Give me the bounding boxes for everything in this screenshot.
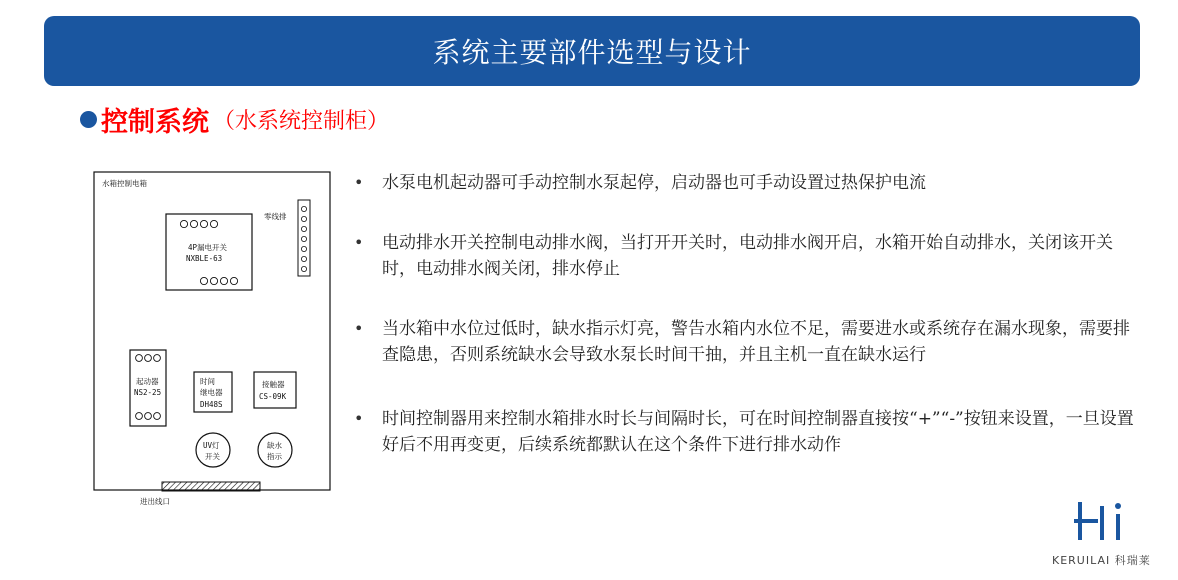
starter-label-2: NS2-25	[134, 388, 162, 397]
contactor-label-2: CS-09K	[259, 392, 287, 401]
logo-caption: KERUILAI 科瑞莱	[1052, 554, 1151, 567]
ki-logo-icon	[1052, 496, 1172, 552]
timer-label-2: 继电器	[200, 388, 223, 397]
cabinet-diagram	[86, 164, 346, 514]
breaker-label-2: NXBLE-63	[186, 254, 223, 263]
breaker-box	[166, 214, 252, 290]
inlet-label: 进出线口	[140, 497, 170, 506]
contactor-box	[254, 372, 296, 408]
section-subtitle: （水系统控制柜）	[213, 109, 390, 134]
breaker-label-1: 4P漏电开关	[188, 243, 228, 252]
company-logo	[1052, 496, 1172, 576]
timer-label-3: DH48S	[200, 400, 223, 409]
uv-label-2: 开关	[205, 452, 220, 461]
list-item: • 水泵电机起动器可手动控制水泵起停，启动器也可手动设置过热保护电流	[354, 170, 1144, 196]
terminal-label: 零线排	[264, 212, 287, 221]
lack-label-2: 指示	[267, 452, 282, 461]
list-item: • 时间控制器用来控制水箱排水时长与间隔时长，可在时间控制器直接按“+”“-”按钮来设置，一旦设置好后不用再变更，后续系统都默认在这个条件下进行排水动作	[354, 406, 1144, 458]
cable-inlet-strip	[162, 482, 260, 491]
uv-label-1: UV灯	[203, 441, 220, 450]
page-title: 系统主要部件选型与设计	[432, 36, 752, 69]
section-title: 控制系统	[101, 107, 209, 138]
cabinet-label: 水箱控制电箱	[102, 179, 147, 188]
section-heading	[80, 100, 389, 139]
cabinet-diagram-svg	[86, 164, 346, 514]
lack-water-indicator-icon	[258, 433, 292, 467]
starter-terminals-bottom	[136, 413, 161, 420]
timer-label-1: 时间	[200, 377, 215, 386]
list-item: • 当水箱中水位过低时，缺水指示灯亮，警告水箱内水位不足，需要进水或系统存在漏水现象，需要排查隐患，否则系统缺水会导致水泵长时间干抽，并且主机一直在缺水运行	[354, 316, 1144, 368]
uv-switch-icon	[196, 433, 230, 467]
contactor-label-1: 接触器	[262, 380, 285, 389]
list-item: • 电动排水开关控制电动排水阀，当打开开关时，电动排水阀开启，水箱开始自动排水，关闭该开关时，电动排水阀关闭，排水停止	[354, 230, 1144, 282]
starter-label-1: 起动器	[136, 377, 159, 386]
starter-terminals-top	[136, 355, 161, 362]
lack-label-1: 缺水	[267, 441, 282, 450]
bullet-dot-icon	[80, 111, 97, 128]
feature-list	[354, 168, 1144, 458]
title-banner	[44, 16, 1140, 86]
